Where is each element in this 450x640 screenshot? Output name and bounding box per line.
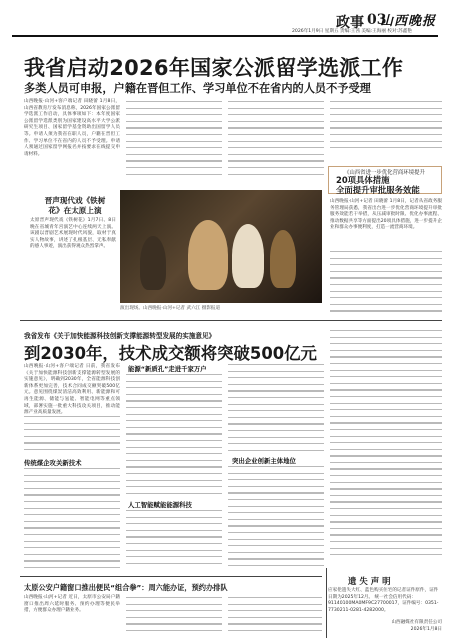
bottom-divider [20, 576, 322, 577]
notice-body: 应家伦遗失大红、蓝色购买住宅的记者证件原件，证件日期为2025年12月。 统一社会信用代码：91140100MA0MF9C27700017，证件编号：0351-7730211-0281-4282000。 [328, 588, 439, 613]
issue-line: 2026年1月9日 星期五 责编:王茜 美编:王海丽 校对:苏鑫艳 [292, 29, 412, 34]
right-article-body [330, 251, 442, 313]
article2-col3-body [228, 364, 324, 456]
paper-logo: 山西晚报 [380, 14, 437, 29]
masthead-rule [12, 35, 438, 37]
article2-subhead: 我省发布《关于加快能源科技创新支撑能源转型发展的实施意见》 [24, 332, 216, 340]
article2-col3-body2 [228, 466, 324, 572]
notice-title: 遗失声明 [348, 576, 394, 586]
article2-section-head-3: 人工智能赋能能源科技 [128, 501, 192, 509]
article3-col3 [228, 597, 322, 635]
article1-body-col3 [228, 101, 324, 183]
feature-text: 太原晋声现代戏《铁树花》1月7日、8日晚在省城青年宫演艺中心连续两天上演。该剧以晋剧艺术展现时代风貌，取材于真实人物故事，讲述了扎根基层、无私奉献的感人事迹，演出获得观众热烈掌声。 [30, 218, 116, 250]
section-name: 政事 [336, 15, 364, 31]
article2-section-head-2: 能源“新质孔”走进千家万户 [128, 365, 207, 373]
right-article-title [336, 176, 420, 195]
right-title-line2: 全面提升审批服务效能 [336, 184, 420, 195]
right-article-subtitle: 《山西省进一步优化营商环境提升 [344, 170, 425, 176]
article2-section-head-1: 传统煤企攻关新技术 [24, 459, 82, 467]
article2-col2-body [126, 374, 222, 500]
section-divider [20, 320, 442, 321]
notice-signature-date: 2026年1月8日 [410, 626, 442, 632]
notice-signature [372, 620, 442, 633]
article1-subhead: 多类人员可申报，户籍在晋但工作、学习单位不在省内的人员不予受理 [24, 82, 371, 95]
article2-col1-body [24, 416, 120, 454]
article1-lead: 山西晚报·山河+客户端记者 田晓蕾 1月8日，山西省教育厅发布消息称，2026年国家公派留学选派工作启动，具体事项如下：本年度国家公派留学选派类别为国家建设高水平大学公派研究生项目、国家留学基金资助出国留学人员等。申请人须为我省在职人员，户籍在晋但工作、学习单位不在省内的人员不予受理。申请人须通过国家留学网报名并按要求在线提交申请材料。 [24, 99, 120, 157]
article1-body-col2 [126, 101, 222, 183]
right-article-lead: 山西晚报·山河+记者 田晓蕾 1月8日，记者从省政务服务管理局获悉，我省出台进一步优化营商环境提升审批服务效能若干举措，从压减审批时限、优化办事流程、推动数据共享等方面提出20项具体措施，进一步提升企业和群众办事便利度，打造一流营商环境。 [330, 199, 442, 231]
masthead [0, 0, 450, 34]
right-title-line1: 20项具体措施 [336, 175, 390, 185]
article2-col2-body2 [126, 510, 222, 572]
article1-headline: 我省启动2026年国家公派留学选派工作 [24, 56, 404, 80]
article3-col2 [126, 597, 222, 635]
article3-lead: 山西晚报·山河+记者 近日，太原市公安局户籍窗口推出周六延时服务、预约办理等便民举措，方便群众办理户籍业务。 [24, 595, 120, 614]
notice-vertical-rule [326, 568, 327, 638]
photo-caption: 演出现场。山西晚报·山河+记者 武六江 摄影报道 [120, 306, 221, 311]
article3-headline: 太原公安户籍窗口推出便民“组合拳”：周六能办证，预约办排队 [24, 583, 228, 592]
article2-section-head-4: 突出企业创新主体地位 [232, 457, 296, 465]
article2-lead: 山西晚报·山河+客户端记者 日前，我省发布《关于加快能源科技创新支撑能源转型发展的实施意见》，明确到2030年，全省能源科技创新体系更加完善，技术合同成交额突破500亿元。意见围绕煤炭清洁高效利用、新能源和可再生能源、储能与氢能、智能电网等重点领域，部署实施一批重大科技攻关项目，推动能源产业高质量发展。 [24, 364, 120, 416]
article2-col1-body2 [24, 468, 120, 572]
notice-signature-org: 山西融媒社有限责任公司 [391, 620, 442, 625]
stage-performance-photo [120, 190, 322, 303]
page-number: 03 [367, 12, 387, 28]
feature-title: 晋声现代戏《铁树花》在太原上演 [44, 196, 106, 215]
article1-body-col4 [330, 101, 442, 157]
article2-headline: 到2030年，技术成交额将突破500亿元 [24, 344, 317, 363]
article2-col4-body [330, 330, 442, 566]
